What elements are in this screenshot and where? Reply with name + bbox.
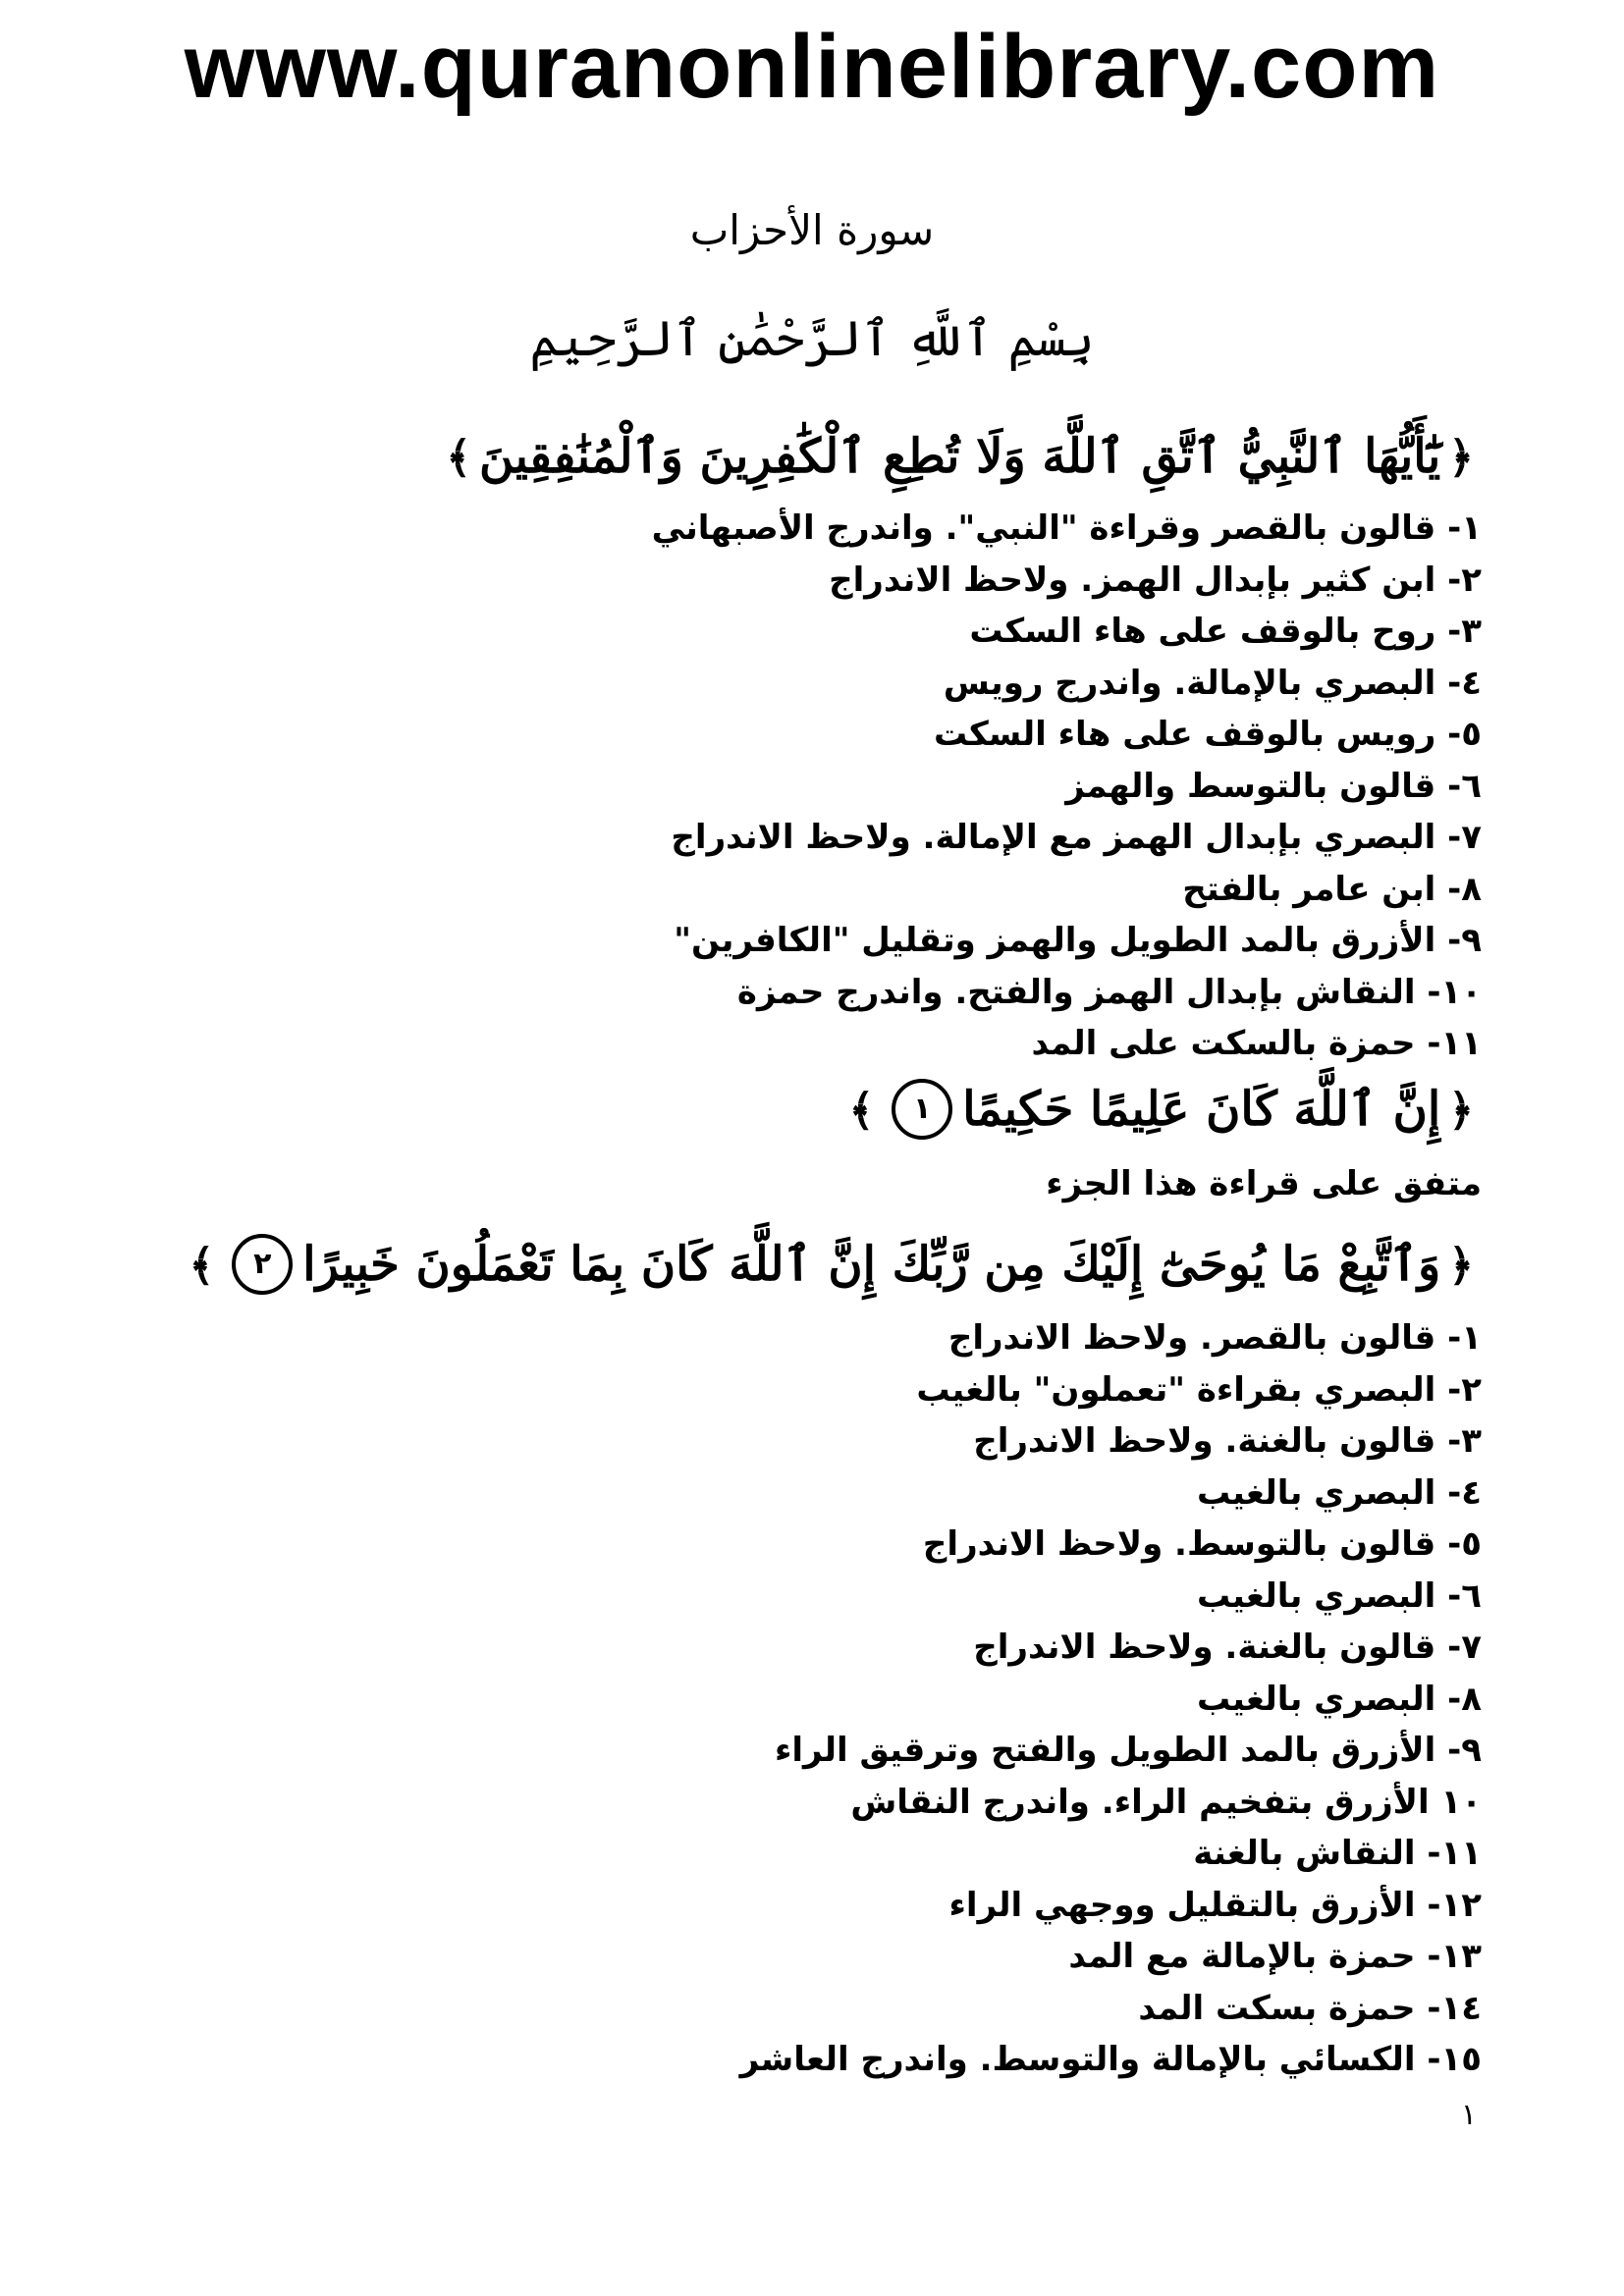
verse-text: إِنَّ ٱللَّهَ كَانَ عَلِيمًا حَكِيمًا: [962, 1082, 1441, 1137]
list-item: ٧- البصري بإبدال الهمز مع الإمالة. ولاحظ الاندراج: [671, 818, 1482, 857]
readings-list-verse-2: [740, 1312, 1482, 2086]
list-item: ٤- البصري بالإمالة. واندرج رويس: [943, 663, 1482, 703]
list-item: ٧- قالون بالغنة. ولاحظ الاندراج: [973, 1628, 1482, 1667]
list-item: ١٥- الكسائي بالإمالة والتوسط. واندرج العاشر: [739, 2040, 1482, 2079]
list-item: ٥- رويس بالوقف على هاء السكت: [934, 715, 1482, 754]
list-item: ٥- قالون بالتوسط. ولاحظ الاندراج: [922, 1524, 1482, 1564]
list-item: ٣- روح بالوقف على هاء السكت: [969, 612, 1482, 651]
list-item: ٢- ابن كثير بإبدال الهمز. ولاحظ الاندراج: [829, 560, 1482, 600]
verse-text: وَٱتَّبِعْ مَا يُوحَىٰٓ إِلَيْكَ مِن رَّبِّكَ إِنَّ ٱللَّهَ كَانَ بِمَا تَعْمَلُونَ خَبِيرًا: [302, 1237, 1441, 1292]
list-item: ٩- الأزرق بالمد الطويل والهمز وتقليل "الكافرين": [674, 921, 1482, 960]
verse-open-bracket: ﴿: [1448, 1241, 1474, 1291]
list-item: ٦- قالون بالتوسط والهمز: [1065, 766, 1482, 806]
basmala: بِسْمِ ٱللَّهِ ٱلرَّحْمَٰنِ ٱلرَّحِيمِ: [529, 310, 1095, 367]
list-item: ١١- حمزة بالسكت على المد: [1031, 1024, 1482, 1063]
list-item: ٩- الأزرق بالمد الطويل والفتح وترقيق الراء: [775, 1731, 1482, 1770]
list-item: ٨- البصري بالغيب: [1196, 1679, 1482, 1719]
list-item: ٦- البصري بالغيب: [1196, 1575, 1482, 1616]
readings-list-verse-1: [652, 503, 1482, 1070]
verse-1-part-2: [840, 1070, 1482, 1150]
ayah-number-marker: ٢: [232, 1234, 293, 1295]
list-item: ١٢- الأزرق بالتقليل ووجهي الراء: [948, 1885, 1482, 1925]
list-item: ١٤- حمزة بسكت المد: [1138, 1988, 1482, 2028]
verse-open-bracket: ﴿: [1448, 433, 1474, 483]
verse-2: [182, 1225, 1482, 1306]
list-item: ٨- ابن عامر بالفتح: [1182, 869, 1482, 909]
list-item: ١٠ الأزرق بتفخيم الراء. واندرج النقاش: [850, 1782, 1482, 1822]
list-item: ١- قالون بالقصر. ولاحظ الاندراج: [947, 1318, 1482, 1358]
page-number: ١: [1460, 2098, 1477, 2132]
verse-close-bracket: ﴾: [848, 1086, 875, 1136]
site-url-header: www.quranonlinelibrary.com: [184, 17, 1440, 117]
list-item: ١١- النقاش بالغنة: [1193, 1834, 1482, 1873]
verse-1-part-1: [438, 417, 1482, 498]
list-item: ٤- البصري بالغيب: [1196, 1472, 1482, 1513]
agreement-note: متفق على قراءة هذا الجزء: [1046, 1164, 1482, 1203]
verse-text: يَٰٓأَيُّهَا ٱلنَّبِيُّ ٱتَّقِ ٱللَّهَ وَلَا تُطِعِ ٱلْكَٰفِرِينَ وَٱلْمُنَٰفِقِينَ: [479, 429, 1441, 484]
ayah-number-marker: ١: [892, 1079, 952, 1140]
list-item: ٣- قالون بالغنة. ولاحظ الاندراج: [973, 1421, 1482, 1461]
verse-close-bracket: ﴾: [189, 1241, 215, 1291]
sura-title: سورة الأحزاب: [689, 206, 935, 254]
list-item: ٢- البصري بقراءة "تعملون" بالغيب: [916, 1369, 1482, 1410]
list-item: ١٠- النقاش بإبدال الهمز والفتح. واندرج حمزة: [736, 972, 1482, 1012]
verse-close-bracket: ﴾: [446, 433, 472, 483]
list-item: ١- قالون بالقصر وقراءة "النبي". واندرج الأصبهاني: [651, 508, 1482, 548]
list-item: ١٣- حمزة بالإمالة مع المد: [1068, 1937, 1482, 1976]
verse-open-bracket: ﴿: [1448, 1086, 1474, 1136]
